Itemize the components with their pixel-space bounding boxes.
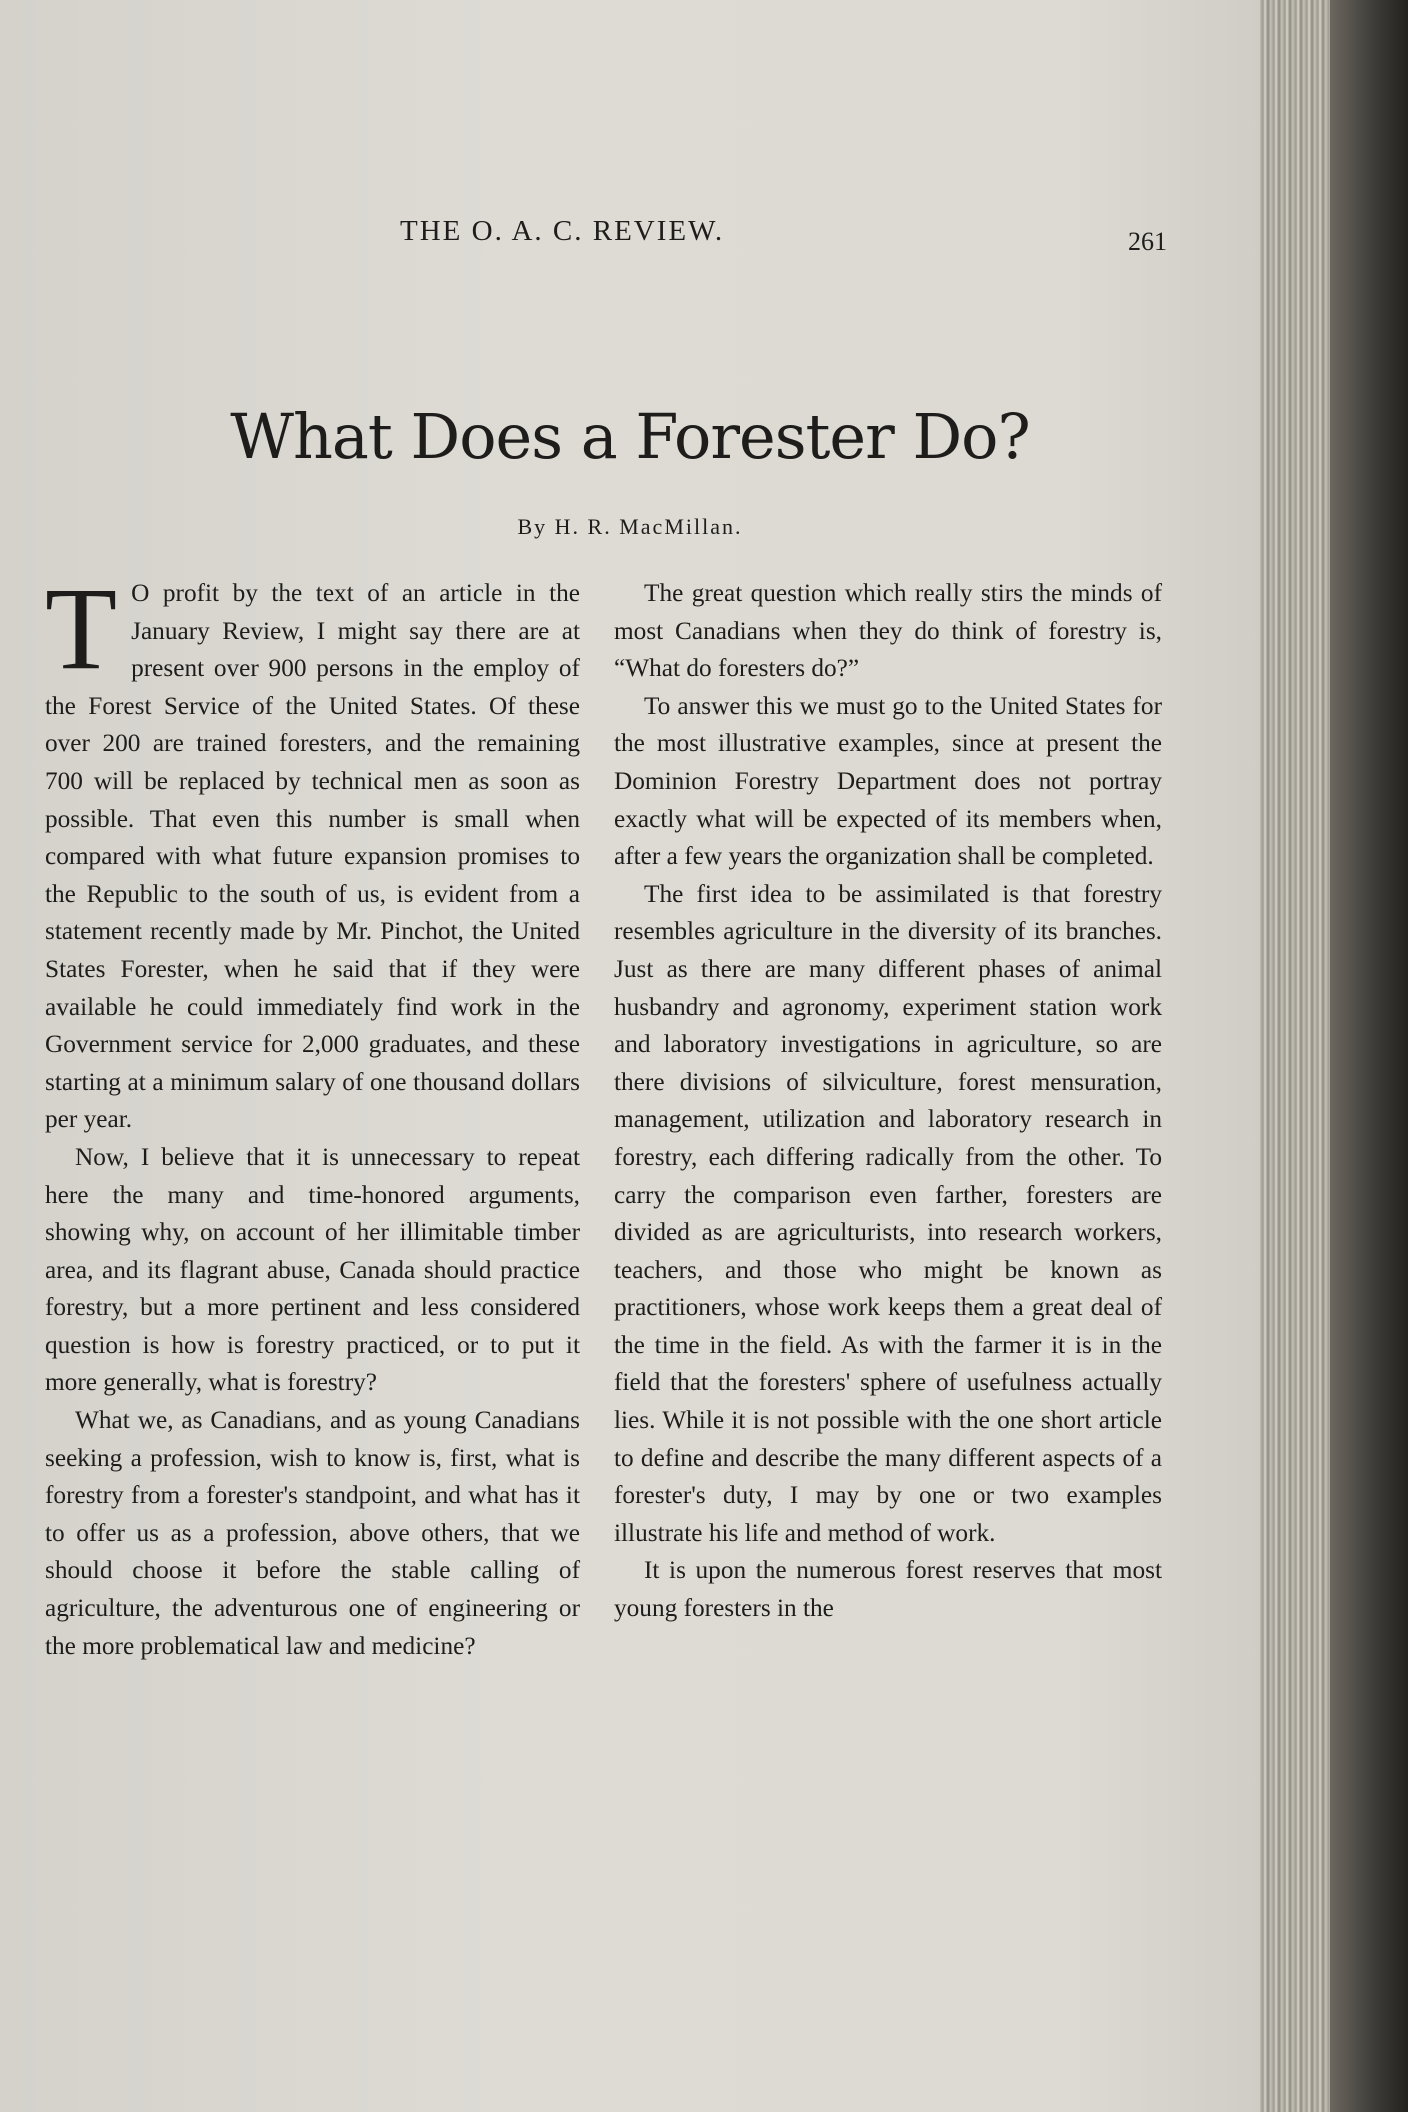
right-column: [614, 575, 1162, 1628]
article-byline: By H. R. MacMillan.: [517, 514, 743, 539]
running-head: [0, 215, 1260, 255]
paragraph-7: It is upon the numerous forest reserves that most young foresters in the: [614, 1556, 1162, 1623]
paragraph-1-text: O profit by the text of an article in the January Review, I might say there are at present over 900 persons in the employ of the Forest Service of the United States. Of these over 200 are trained foresters, and the remaining 700 will be replaced by technical men as soon as possible. That even this number is small when compared with what future expansion promises to the Republic to the south of us, is evident from a statement recently made by Mr. Pinchot, the United States Forester, when he said that if they were available he could immediately find work in the Government service for 2,000 graduates, and these starting at a minimum salary of one thousand dollars per year.: [45, 579, 580, 1134]
paragraph-2: Now, I believe that it is unnecessary to repeat here the many and time-honored arguments, showing why, on account of her illimitable timber area, and its flagrant abuse, Canada should practice forestry, but a more pertinent and less considered question is how is forestry practiced, or to put it more generally, what is forestry?: [45, 1142, 580, 1397]
paragraph-3: What we, as Canadians, and as young Canadians seeking a profession, wish to know is, first, what is forestry from a forester's standpoint, and what has it to offer us as a profession, above others, that we should choose it before the stable calling of agriculture, the adventurous one of engineering or the more problematical law and medicine?: [45, 1406, 580, 1660]
paragraph-1: [45, 563, 580, 1139]
paragraph-5: To answer this we must go to the United States for the most illustrative examples, since at present the Dominion Forestry Department does not portray exactly what will be expected of its members when, after a few years the organization shall be completed.: [614, 691, 1162, 871]
book-binding-shadow: [1330, 0, 1408, 2112]
paragraph-6: The first idea to be assimilated is that forestry resembles agriculture in the diversity of its branches. Just as there are many different phases of animal husbandry and agronomy, experiment station work and laboratory investigations in agriculture, so are there divisions of silviculture, forest mensuration, management, utilization and laboratory research in forestry, each differing radically from the other. To carry the comparison even farther, foresters are divided as are agriculturists, into research workers, teachers, and those who might be known as practitioners, whose work keeps them a great deal of the time in the field. As with the farmer it is in the field that the foresters' sphere of usefulness actually lies. While it is not possible with the one short article to define and describe the many different aspects of a forester's duty, I may by one or two examples illustrate his life and method of work.: [614, 879, 1162, 1547]
article-title: What Does a Forester Do?: [230, 400, 1030, 473]
left-column: [45, 563, 580, 1665]
book-page-edges: [1260, 0, 1408, 2112]
drop-cap: T: [45, 563, 118, 694]
running-title: THE O. A. C. REVIEW.: [400, 215, 725, 247]
page-number: 261: [1128, 227, 1167, 256]
paragraph-4: The great question which really stirs the minds of most Canadians when they do think of forestry is, “What do foresters do?”: [614, 579, 1162, 683]
